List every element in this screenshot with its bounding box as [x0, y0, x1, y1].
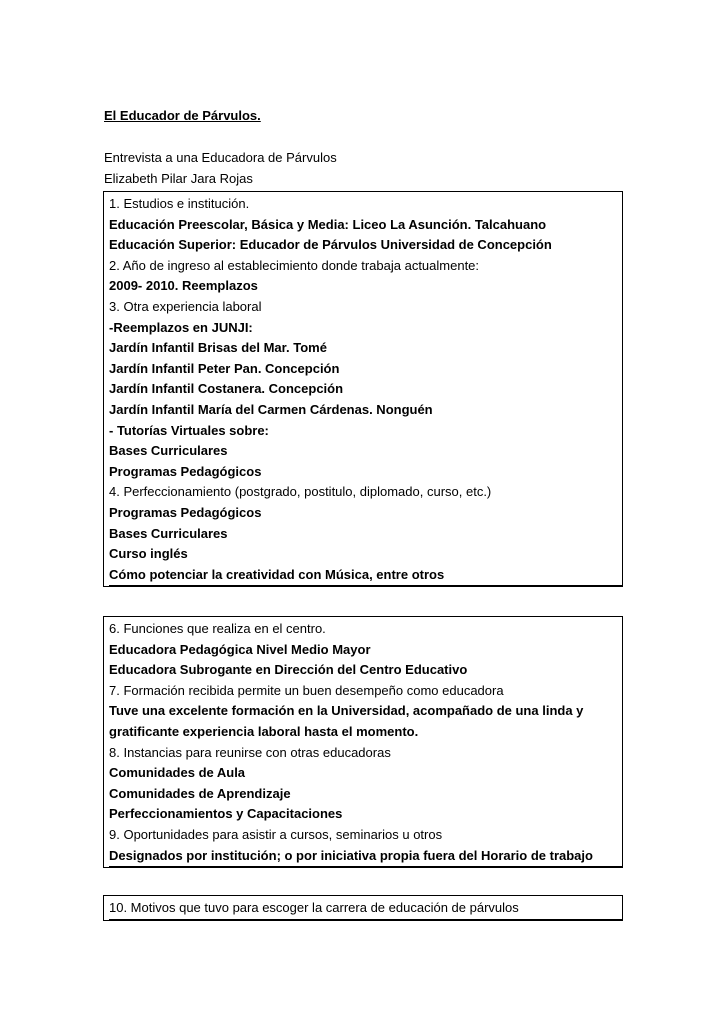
answer-line: Programas Pedagógicos: [109, 463, 262, 479]
document-subtitle: Entrevista a una Educadora de Párvulos: [104, 150, 337, 165]
answer-line: Comunidades de Aula: [109, 765, 246, 781]
question-line: 8. Instancias para reunirse con otras educadoras: [109, 744, 391, 760]
question-line: 10. Motivos que tuvo para escoger la carrera de educación de párvulos: [109, 898, 622, 920]
answer-line: - Tutorías Virtuales sobre:: [109, 422, 269, 438]
answer-line: gratificante experiencia laboral hasta el momento.: [109, 723, 419, 739]
interview-box-1: [103, 191, 623, 587]
answer-line: Perfeccionamientos y Capacitaciones: [109, 806, 343, 822]
answer-line: Programas Pedagógicos: [109, 504, 262, 520]
document-title: El Educador de Párvulos.: [104, 108, 261, 123]
question-line: 4. Perfeccionamiento (postgrado, postitulo, diplomado, curso, etc.): [109, 484, 492, 500]
answer-line: Educación Superior: Educador de Párvulos Universidad de Concepción: [109, 237, 552, 253]
interview-box-3: [103, 895, 623, 921]
answer-line: Educación Preescolar, Básica y Media: Liceo La Asunción. Talcahuano: [109, 216, 547, 232]
answer-line: Curso inglés: [109, 546, 188, 562]
question-line: 1. Estudios e institución.: [109, 196, 250, 211]
document-author: Elizabeth Pilar Jara Rojas: [104, 171, 253, 186]
interview-box-2: [103, 616, 623, 868]
question-line: 9. Oportunidades para asistir a cursos, seminarios u otros: [109, 826, 443, 842]
question-line: 3. Otra experiencia laboral: [109, 298, 262, 314]
answer-line: Bases Curriculares: [109, 525, 228, 541]
answer-line: Tuve una excelente formación en la Universidad, acompañado de una linda y: [109, 703, 584, 719]
answer-line: Bases Curriculares: [109, 443, 228, 459]
answer-line: 2009- 2010. Reemplazos: [109, 278, 258, 294]
answer-line: Jardín Infantil Peter Pan. Concepción: [109, 360, 340, 376]
answer-line: Jardín Infantil María del Carmen Cárdenas. Nonguén: [109, 401, 433, 417]
question-line: 2. Año de ingreso al establecimiento donde trabaja actualmente:: [109, 257, 480, 273]
answer-line: Comunidades de Aprendizaje: [109, 785, 291, 801]
answer-line: Educadora Pedagógica Nivel Medio Mayor: [109, 641, 371, 657]
question-line: 6. Funciones que realiza en el centro.: [109, 621, 326, 636]
answer-line: Designados por institución; o por iniciativa propia fuera del Horario de trabajo: [109, 846, 622, 868]
answer-line: -Reemplazos en JUNJI:: [109, 319, 253, 335]
answer-line: Educadora Subrogante en Dirección del Centro Educativo: [109, 662, 468, 678]
answer-line: Jardín Infantil Costanera. Concepción: [109, 381, 344, 397]
answer-line: Jardín Infantil Brisas del Mar. Tomé: [109, 340, 327, 356]
answer-line: Cómo potenciar la creatividad con Música, entre otros: [109, 565, 622, 587]
question-line: 7. Formación recibida permite un buen desempeño como educadora: [109, 682, 504, 698]
